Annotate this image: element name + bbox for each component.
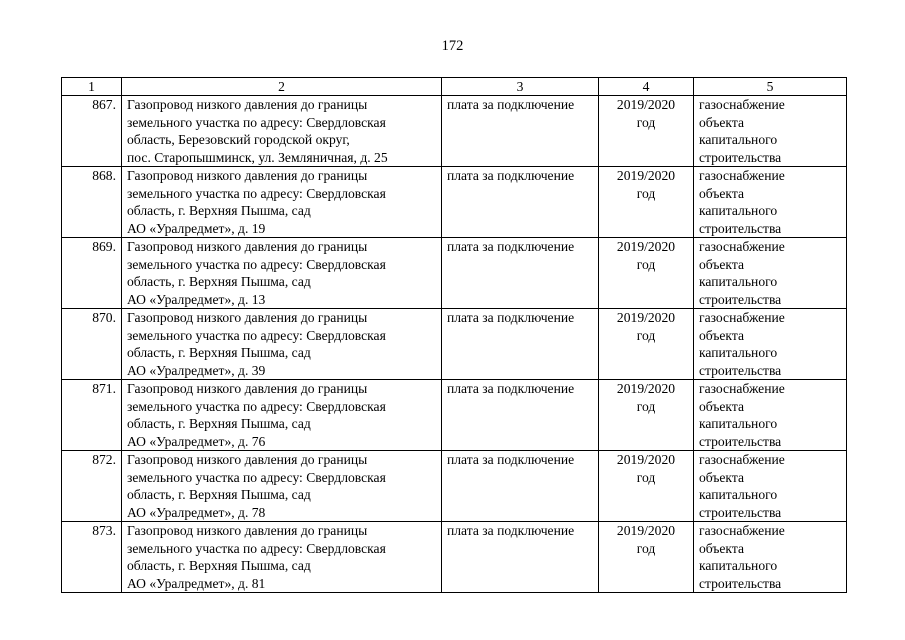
- object-name-line: АО «Уралредмет», д. 76: [127, 433, 266, 449]
- method-cell: плата за подключение: [442, 309, 599, 380]
- year-line: 2019/2020: [616, 381, 676, 396]
- year-cell: [599, 167, 694, 238]
- row-number-cell: 873.: [62, 522, 122, 593]
- purpose-line: строительства: [699, 149, 782, 165]
- table-row: [62, 380, 847, 451]
- object-name-line: АО «Уралредмет», д. 13: [127, 291, 266, 307]
- year-cell: [599, 522, 694, 593]
- purpose-line: газоснабжение: [699, 239, 785, 254]
- object-name-line: область, Березовский городской округ,: [127, 132, 350, 147]
- purpose-cell: [694, 380, 847, 451]
- purpose-cell: [694, 522, 847, 593]
- object-name-line: Газопровод низкого давления до границы: [127, 168, 368, 183]
- object-name-line: АО «Уралредмет», д. 78: [127, 504, 266, 520]
- year-line: 2019/2020: [616, 310, 676, 325]
- year-line: 2019/2020: [616, 239, 676, 254]
- object-name-line: Газопровод низкого давления до границы: [127, 97, 368, 112]
- object-name-line: область, г. Верхняя Пышма, сад: [127, 203, 311, 218]
- purpose-line: строительства: [699, 504, 782, 520]
- purpose-line: капитального: [699, 274, 778, 289]
- year-cell: [599, 380, 694, 451]
- purpose-line: капитального: [699, 487, 778, 502]
- row-number-cell: 867.: [62, 96, 122, 167]
- purpose-line: строительства: [699, 362, 782, 378]
- purpose-line: объекта: [699, 327, 745, 343]
- row-number-cell: 870.: [62, 309, 122, 380]
- object-name-line: область, г. Верхняя Пышма, сад: [127, 416, 311, 431]
- data-table: [61, 77, 847, 593]
- year-line: 2019/2020: [616, 452, 676, 467]
- year-line: год: [636, 469, 656, 485]
- object-name-line: земельного участка по адресу: Свердловская: [127, 469, 386, 485]
- object-name-line: земельного участка по адресу: Свердловская: [127, 185, 386, 201]
- purpose-line: газоснабжение: [699, 381, 785, 396]
- object-name-line: земельного участка по адресу: Свердловская: [127, 327, 386, 343]
- object-name-line: область, г. Верхняя Пышма, сад: [127, 487, 311, 502]
- purpose-cell: [694, 167, 847, 238]
- object-name-line: земельного участка по адресу: Свердловская: [127, 256, 386, 272]
- object-name-line: земельного участка по адресу: Свердловская: [127, 114, 386, 130]
- object-name-line: пос. Старопышминск, ул. Земляничная, д. 25: [127, 149, 388, 165]
- purpose-line: газоснабжение: [699, 97, 785, 112]
- column-header: 2: [122, 78, 442, 96]
- year-line: 2019/2020: [616, 523, 676, 538]
- year-line: год: [636, 256, 656, 272]
- purpose-line: капитального: [699, 132, 778, 147]
- table-row: [62, 167, 847, 238]
- object-name-line: земельного участка по адресу: Свердловская: [127, 398, 386, 414]
- year-line: год: [636, 398, 656, 414]
- table-row: [62, 96, 847, 167]
- purpose-line: строительства: [699, 575, 782, 591]
- purpose-line: строительства: [699, 433, 782, 449]
- purpose-line: объекта: [699, 256, 745, 272]
- column-header: 4: [599, 78, 694, 96]
- year-line: 2019/2020: [616, 97, 676, 112]
- method-cell: плата за подключение: [442, 380, 599, 451]
- object-name-line: область, г. Верхняя Пышма, сад: [127, 345, 311, 360]
- object-name-line: область, г. Верхняя Пышма, сад: [127, 274, 311, 289]
- year-line: год: [636, 327, 656, 343]
- object-name-cell: [122, 96, 442, 167]
- table-row: [62, 309, 847, 380]
- page-number: 172: [441, 38, 464, 54]
- purpose-line: строительства: [699, 291, 782, 307]
- year-cell: [599, 238, 694, 309]
- column-header: 1: [62, 78, 122, 96]
- table-row: [62, 238, 847, 309]
- object-name-line: Газопровод низкого давления до границы: [127, 381, 368, 396]
- purpose-cell: [694, 238, 847, 309]
- purpose-line: капитального: [699, 416, 778, 431]
- year-cell: [599, 309, 694, 380]
- table-body: [62, 96, 847, 593]
- purpose-line: объекта: [699, 540, 745, 556]
- object-name-line: Газопровод низкого давления до границы: [127, 310, 368, 325]
- purpose-line: объекта: [699, 469, 745, 485]
- purpose-line: объекта: [699, 114, 745, 130]
- year-cell: [599, 96, 694, 167]
- object-name-line: АО «Уралредмет», д. 39: [127, 362, 266, 378]
- column-header: 5: [694, 78, 847, 96]
- year-line: год: [636, 185, 656, 201]
- method-cell: плата за подключение: [442, 238, 599, 309]
- object-name-line: АО «Уралредмет», д. 19: [127, 220, 266, 236]
- object-name-line: Газопровод низкого давления до границы: [127, 452, 368, 467]
- purpose-line: капитального: [699, 203, 778, 218]
- purpose-line: объекта: [699, 398, 745, 414]
- purpose-cell: [694, 451, 847, 522]
- purpose-line: газоснабжение: [699, 523, 785, 538]
- object-name-line: земельного участка по адресу: Свердловская: [127, 540, 386, 556]
- purpose-line: строительства: [699, 220, 782, 236]
- purpose-line: газоснабжение: [699, 452, 785, 467]
- year-line: год: [636, 540, 656, 556]
- row-number-cell: 869.: [62, 238, 122, 309]
- object-name-cell: [122, 167, 442, 238]
- table-header-row: [62, 78, 847, 96]
- method-cell: плата за подключение: [442, 96, 599, 167]
- method-cell: плата за подключение: [442, 451, 599, 522]
- year-cell: [599, 451, 694, 522]
- column-header: 3: [442, 78, 599, 96]
- object-name-line: Газопровод низкого давления до границы: [127, 239, 368, 254]
- purpose-cell: [694, 96, 847, 167]
- purpose-line: капитального: [699, 558, 778, 573]
- row-number-cell: 868.: [62, 167, 122, 238]
- object-name-cell: [122, 380, 442, 451]
- method-cell: плата за подключение: [442, 167, 599, 238]
- purpose-line: газоснабжение: [699, 310, 785, 325]
- year-line: 2019/2020: [616, 168, 676, 183]
- purpose-line: газоснабжение: [699, 168, 785, 183]
- object-name-line: Газопровод низкого давления до границы: [127, 523, 368, 538]
- object-name-line: АО «Уралредмет», д. 81: [127, 575, 266, 591]
- object-name-cell: [122, 238, 442, 309]
- object-name-line: область, г. Верхняя Пышма, сад: [127, 558, 311, 573]
- row-number-cell: 871.: [62, 380, 122, 451]
- object-name-cell: [122, 451, 442, 522]
- object-name-cell: [122, 309, 442, 380]
- purpose-line: объекта: [699, 185, 745, 201]
- purpose-cell: [694, 309, 847, 380]
- method-cell: плата за подключение: [442, 522, 599, 593]
- table-row: [62, 451, 847, 522]
- year-line: год: [636, 114, 656, 130]
- purpose-line: капитального: [699, 345, 778, 360]
- table-row: [62, 522, 847, 593]
- row-number-cell: 872.: [62, 451, 122, 522]
- object-name-cell: [122, 522, 442, 593]
